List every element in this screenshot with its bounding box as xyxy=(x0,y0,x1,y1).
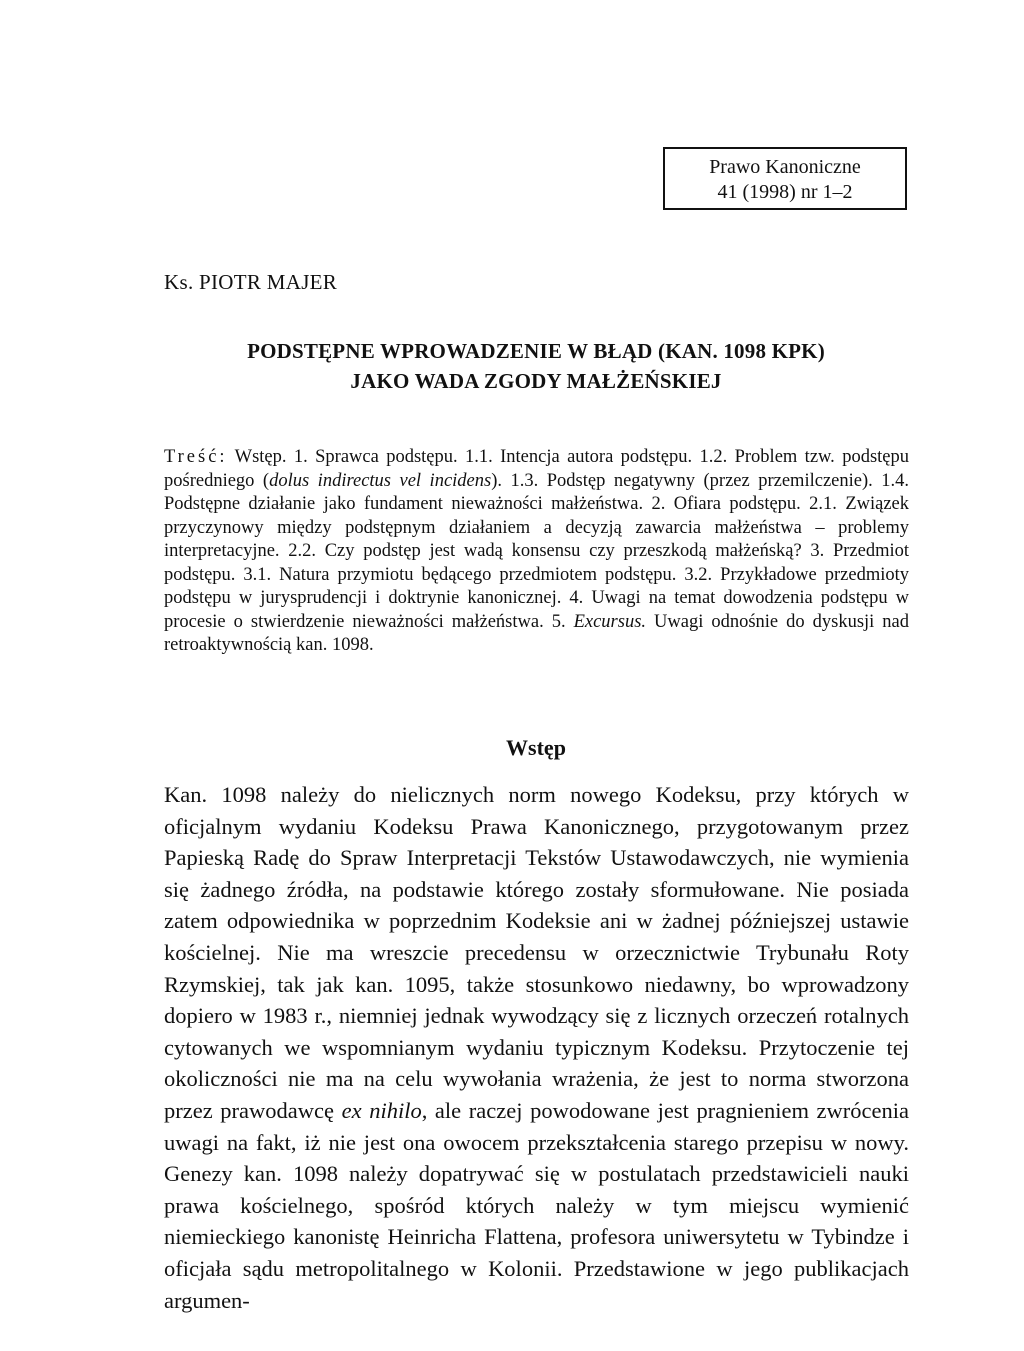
body-text-a: Kan. 1098 należy do nielicznych norm nowego Kodeksu, przy których w oficjalnym wydaniu Kodeksu Prawa Kanonicznego, przygotowanym przez Papieską Radę do Spraw Interpretacji Tekstów Ustawodawczych, nie wymienia się żadnego źródła, na podstawie którego zostały sformułowane. Nie posiada zatem odpowiednika w poprzednim Kodeksie ani w żadnej późniejszej ustawie kościelnej. Nie ma wreszcie precedensu w orzecznictwie Trybunału Roty Rzymskiej, tak jak kan. 1095, także stosunkowo niedawny, bo wprowadzony dopiero w 1983 r., niemniej jednak wywodzący się z licznych orzeczeń rotalnych cytowanych we wspomnianym wydaniu typicznym Kodeksu. Przytoczenie tej okoliczności nie ma na celu wywołania wrażenia, że jest to norma stworzona przez prawodawcę xyxy=(164,782,909,1123)
toc-label: Treść: xyxy=(164,447,228,467)
title-line-2: JAKO WADA ZGODY MAŁŻEŃSKIEJ xyxy=(350,369,722,393)
body-text-b: , ale raczej powodowane jest pragnieniem zwrócenia uwagi na fakt, iż nie jest ona owocem przekształcenia starego przepisu w nowy. Genezy kan. 1098 należy dopatrywać się w postulatach przedstawicieli nauki prawa kościelnego, spośród których należy w tym miejscu wymienić niemieckiego kanonistę Heinricha Flattena, profesora uniwersytetu w Tybindze i oficjała sądu metropolitalnego w Kolonii. Przedstawione w jego publikacjach argumen- xyxy=(164,1097,909,1313)
toc-italic-2: Excursus. xyxy=(573,611,647,632)
toc-text-1: Wstęp. 1. Sprawca podstępu. 1.1. Intencja autora podstępu. 1.2. Problem tzw. podstępu pośredniego ( xyxy=(164,447,909,491)
toc-text-3: Uwagi odnośnie do dyskusji nad retroaktywnością kan. 1098. xyxy=(164,611,909,655)
table-of-contents xyxy=(164,446,909,658)
body-italic: ex nihilo xyxy=(341,1097,422,1123)
author-name: Ks. PIOTR MAJER xyxy=(164,270,338,294)
title-line-1: PODSTĘPNE WPROWADZENIE W BŁĄD (KAN. 1098 KPK) xyxy=(247,339,825,363)
journal-info-box xyxy=(663,147,907,210)
section-heading: Wstęp xyxy=(506,735,566,760)
journal-name: Prawo Kanoniczne xyxy=(709,156,861,178)
toc-italic-1: dolus indirectus vel incidens xyxy=(269,470,492,491)
toc-text-2: ). 1.3. Podstęp negatywny (przez przemilczenie). 1.4. Podstępne działanie jako fundament nieważności małżeństwa. 2. Ofiara podstępu. 2.1. Związek przyczynowy między podstępnym działaniem a decyzją zawarcia małżeństwa – problemy interpretacyjne. 2.2. Czy podstęp jest wadą konsensu czy przeszkodą małżeńską? 3. Przedmiot podstępu. 3.1. Natura przymiotu będącego przedmiotem podstępu. 3.2. Przykładowe przedmioty podstępu w jurysprudencji i doktrynie kanonicznej. 4. Uwagi na temat dowodzenia podstępu w procesie o stwierdzenie nieważności małżeństwa. 5. xyxy=(164,470,910,632)
body-paragraph xyxy=(164,779,909,1316)
article-title xyxy=(164,336,908,396)
journal-issue: 41 (1998) nr 1–2 xyxy=(717,181,853,203)
